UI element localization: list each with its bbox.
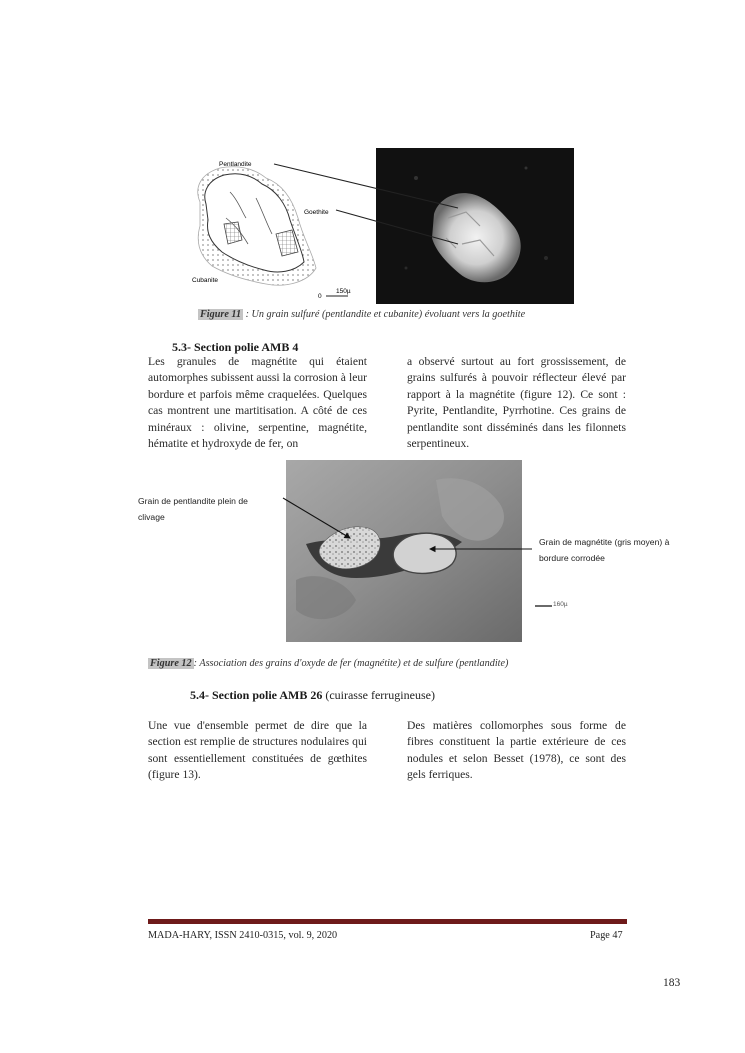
footer-journal: MADA-HARY, ISSN 2410-0315, vol. 9, 2020 (148, 930, 338, 941)
figure-11-caption-text: : Un grain sulfuré (pentlandite et cubanite) évoluant vers la goethite (243, 309, 526, 320)
figure-12-caption-text: : Association des grains d'oxyde de fer (magnétite) et de sulfure (pentlandite) (193, 658, 509, 669)
figure-11-label: Figure 11 (200, 309, 242, 320)
section-5-4-heading-line (190, 688, 435, 703)
pentlandite-pointer (283, 498, 350, 538)
page-number: 183 (663, 977, 681, 989)
footer-page: Page 47 (590, 930, 623, 941)
section-5-4-left-column: Une vue d'ensemble permet de dire que la section est remplie de structures nodulaires qui sont essentiellement constituées de gœthites (figure 13). (148, 719, 367, 782)
section-5-4-heading: 5.4- Section polie AMB 26 (190, 688, 323, 702)
figure-12-caption (148, 658, 508, 669)
figure-12-annotation-left: Grain de pentlandite plein de clivage (138, 496, 248, 522)
scale-zero: 0 (318, 293, 322, 300)
pentlandite-label: Pentlandite (219, 161, 252, 168)
footer-rule (148, 919, 627, 924)
section-5-3-heading: 5.3- Section polie AMB 4 (172, 340, 299, 354)
section-5-4-heading-suffix: (cuirasse ferrugineuse) (322, 688, 435, 702)
section-5-4-right-column: Des matières collomorphes sous forme de fibres constituent la partie extérieure de ces nodules et selon Besset (1978), ce sont des gels ferriques. (407, 719, 626, 782)
goethite-label: Goethite (304, 209, 329, 216)
cubanite-label: Cubanite (192, 277, 219, 284)
figure-12-label: Figure 12 (150, 658, 192, 669)
figure-12-scale-label: 160µ (553, 601, 568, 608)
section-5-3-right-column: a observé surtout au fort grossissement, de grains sulfurés à pouvoir réflecteur élevé par rapport à la magnétite (figure 12). Ce sont : Pyrite, Pentlandite, Pyrrhotine. Ces grains de pentlandite sont disséminés dans les filonnets serpentineux. (407, 355, 626, 451)
scale-value: 150µ (336, 288, 351, 295)
section-5-3-left-column: Les granules de magnétite qui étaient automorphes subissent aussi la corrosion à leur bordure et parfois même craquelées. Quelques cas montrent une martitisation. A côté de ces minéraux : olivine, serpentine, magnétite, hématite et hydroxyde de fer, on (148, 355, 367, 451)
figure-12-annotation-right: Grain de magnétite (gris moyen) à bordure corrodée (539, 537, 670, 563)
